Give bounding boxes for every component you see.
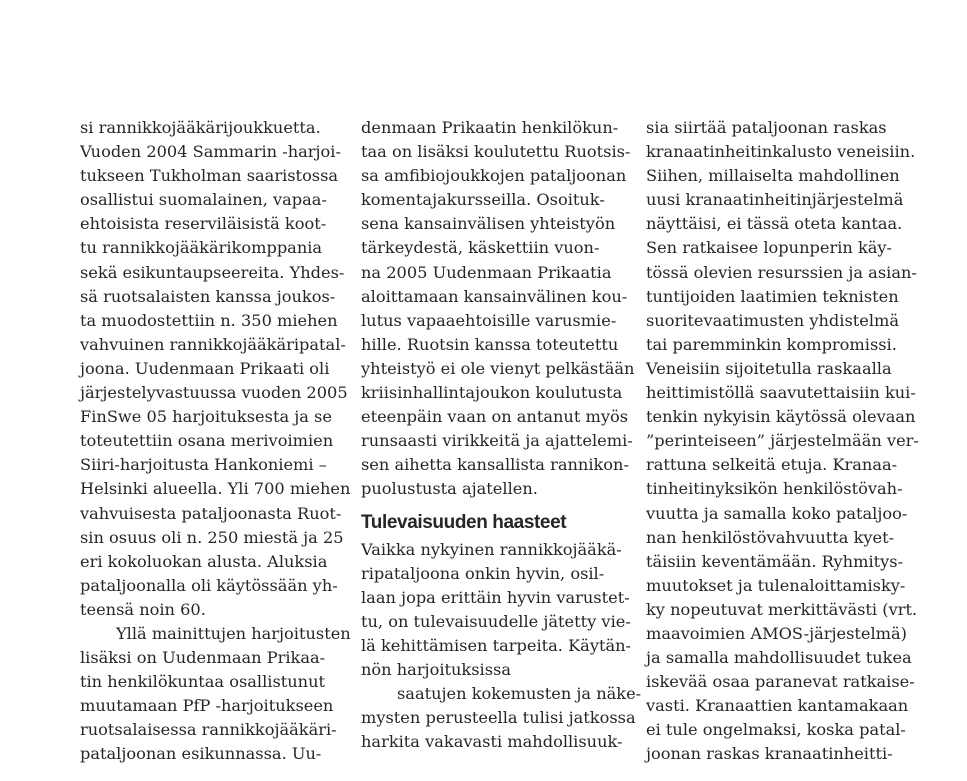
text-line: Siiri-harjoitusta Hankoniemi – <box>80 455 327 475</box>
text-column-1 <box>80 116 352 767</box>
text-line: muutamaan PfP -harjoitukseen <box>80 696 334 716</box>
text-line: kriisinhallintajoukon koulutusta <box>361 383 623 403</box>
text-line: kranaatinheitinkalusto veneisiin. <box>646 142 916 162</box>
text-line: iskevää osaa paranevat ratkaise- <box>646 672 915 692</box>
text-line: teensä noin 60. <box>80 599 206 619</box>
text-line: ei tule ongelmaksi, koska patal- <box>646 720 906 740</box>
text-line: tuntijoiden laatimien teknisten <box>646 286 899 306</box>
text-line: Vaikka nykyinen rannikkojääkä- <box>361 539 622 559</box>
text-line: ripataljoona onkin hyvin, osil- <box>361 563 605 583</box>
text-line: ta muodostettiin n. 350 miehen <box>80 310 338 330</box>
text-column-2 <box>361 116 642 754</box>
text-line: sä ruotsalaisten kanssa joukos- <box>80 286 336 306</box>
text-line: vahvuinen rannikkojääkäripatal- <box>80 334 346 354</box>
text-line: maavoimien AMOS-järjestelmä) <box>646 623 907 643</box>
text-line: runsaasti virikkeitä ja ajattelemi- <box>361 431 633 451</box>
text-line: tin henkilökuntaa osallistunut <box>80 672 326 692</box>
text-line: puolustusta ajatellen. <box>361 479 538 499</box>
section-heading: Tulevaisuuden haasteet <box>361 511 567 533</box>
text-line: Yllä mainittujen harjoitusten <box>116 623 351 643</box>
text-line: eri kokoluokan alusta. Aluksia <box>80 551 328 571</box>
text-line: tinheitinyksikön henkilöstövah- <box>646 479 903 499</box>
text-line: ja samalla mahdollisuudet tukea <box>646 648 912 668</box>
text-line: rattuna selkeitä etuja. Kranaa- <box>646 455 898 475</box>
text-line: sa amfibiojoukkojen pataljoonan <box>361 166 627 186</box>
text-line: eteenpäin vaan on antanut myös <box>361 407 629 427</box>
text-line: tai paremminkin kompromissi. <box>646 334 897 354</box>
text-line: tenkin nykyisin käytössä olevaan <box>646 407 916 427</box>
text-line: Sen ratkaisee lopunperin käy- <box>646 238 893 258</box>
text-line: heittimistöllä saavutettaisiin kui- <box>646 383 916 403</box>
text-line: osallistui suomalainen, vapaa- <box>80 190 327 210</box>
text-line: täisiin keventämään. Ryhmitys- <box>646 551 904 571</box>
text-line: järjestelyvastuussa vuoden 2005 <box>80 383 348 403</box>
text-line: tärkeydestä, käskettiin vuon- <box>361 238 600 258</box>
text-line: tu, on tulevaisuudelle jätetty vie- <box>361 611 631 631</box>
text-line: vahvuisesta pataljoonasta Ruot- <box>80 503 342 523</box>
text-line: tukseen Tukholman saaristossa <box>80 166 339 186</box>
text-line: lä kehittämisen tarpeita. Käytän- <box>361 635 632 655</box>
text-line: ehtoisista reserviläisistä koot- <box>80 214 327 234</box>
text-line: uusi kranaatinheitinjärjestelmä <box>646 190 904 210</box>
text-line: mysten perusteella tulisi jatkossa <box>361 708 636 728</box>
text-line: sen aihetta kansallista rannikon- <box>361 455 629 475</box>
text-line: pataljoonalla oli käytössään yh- <box>80 575 338 595</box>
text-line: lisäksi on Uudenmaan Prikaa- <box>80 648 326 668</box>
text-line: harkita vakavasti mahdollisuuk- <box>361 732 623 752</box>
text-line: komentajakursseilla. Osoituk- <box>361 190 605 210</box>
text-line: nön harjoituksissa <box>361 659 511 679</box>
text-line: suoritevaatimusten yhdistelmä <box>646 310 900 330</box>
text-line: toteutettiin osana merivoimien <box>80 431 334 451</box>
text-line: vuutta ja samalla koko pataljoo- <box>646 503 908 523</box>
text-line: ”perinteiseen” järjestelmään ver- <box>646 431 919 451</box>
text-line: aloittamaan kansainvälinen kou- <box>361 286 628 306</box>
text-line: sekä esikuntaupseereita. Yhdes- <box>80 262 345 282</box>
text-line: joonan raskas kranaatinheitti- <box>646 744 893 764</box>
text-column-3 <box>646 116 922 767</box>
text-line: na 2005 Uudenmaan Prikaatia <box>361 262 612 282</box>
text-line: tu rannikkojääkärikomppania <box>80 238 323 258</box>
text-line: muutokset ja tulenaloittamisky- <box>646 575 906 595</box>
text-line: sia siirtää pataljoonan raskas <box>646 118 887 137</box>
text-line: tössä olevien resurssien ja asian- <box>646 262 917 282</box>
text-line: FinSwe 05 harjoituksesta ja se <box>80 407 332 427</box>
text-line: lutus vapaaehtoisille varusmie- <box>361 310 617 330</box>
text-line: pataljoonan esikunnassa. Uu- <box>80 744 322 764</box>
text-line: ruotsalaisessa rannikkojääkäri- <box>80 720 337 740</box>
text-line: Veneisiin sijoitetulla raskaalla <box>646 358 892 378</box>
text-line: vasti. Kranaattien kantamakaan <box>646 696 909 716</box>
text-line: hille. Ruotsin kanssa toteutettu <box>361 334 619 354</box>
text-line: saatujen kokemusten ja näke- <box>397 684 642 704</box>
text-line: joona. Uudenmaan Prikaati oli <box>80 358 330 378</box>
text-line: näyttäisi, ei tässä oteta kantaa. <box>646 214 903 234</box>
text-line: yhteistyö ei ole vienyt pelkästään <box>361 358 635 378</box>
text-line: denmaan Prikaatin henkilökun- <box>361 118 619 137</box>
text-line: nan henkilöstövahvuutta kyet- <box>646 527 895 547</box>
text-line: ky nopeutuvat merkittävästi (vrt. <box>646 599 918 619</box>
text-line: Helsinki alueella. Yli 700 miehen <box>80 479 351 499</box>
text-line: taa on lisäksi koulutettu Ruotsis- <box>361 142 631 162</box>
text-line: Vuoden 2004 Sammarin -harjoi- <box>80 142 341 162</box>
text-line: sin osuus oli n. 250 miestä ja 25 <box>80 527 344 547</box>
text-line: si rannikkojääkärijoukkuetta. <box>80 118 321 137</box>
text-line: sena kansainvälisen yhteistyön <box>361 214 616 234</box>
text-line: Siihen, millaiselta mahdollinen <box>646 166 900 186</box>
text-line: laan jopa erittäin hyvin varustet- <box>361 587 630 607</box>
